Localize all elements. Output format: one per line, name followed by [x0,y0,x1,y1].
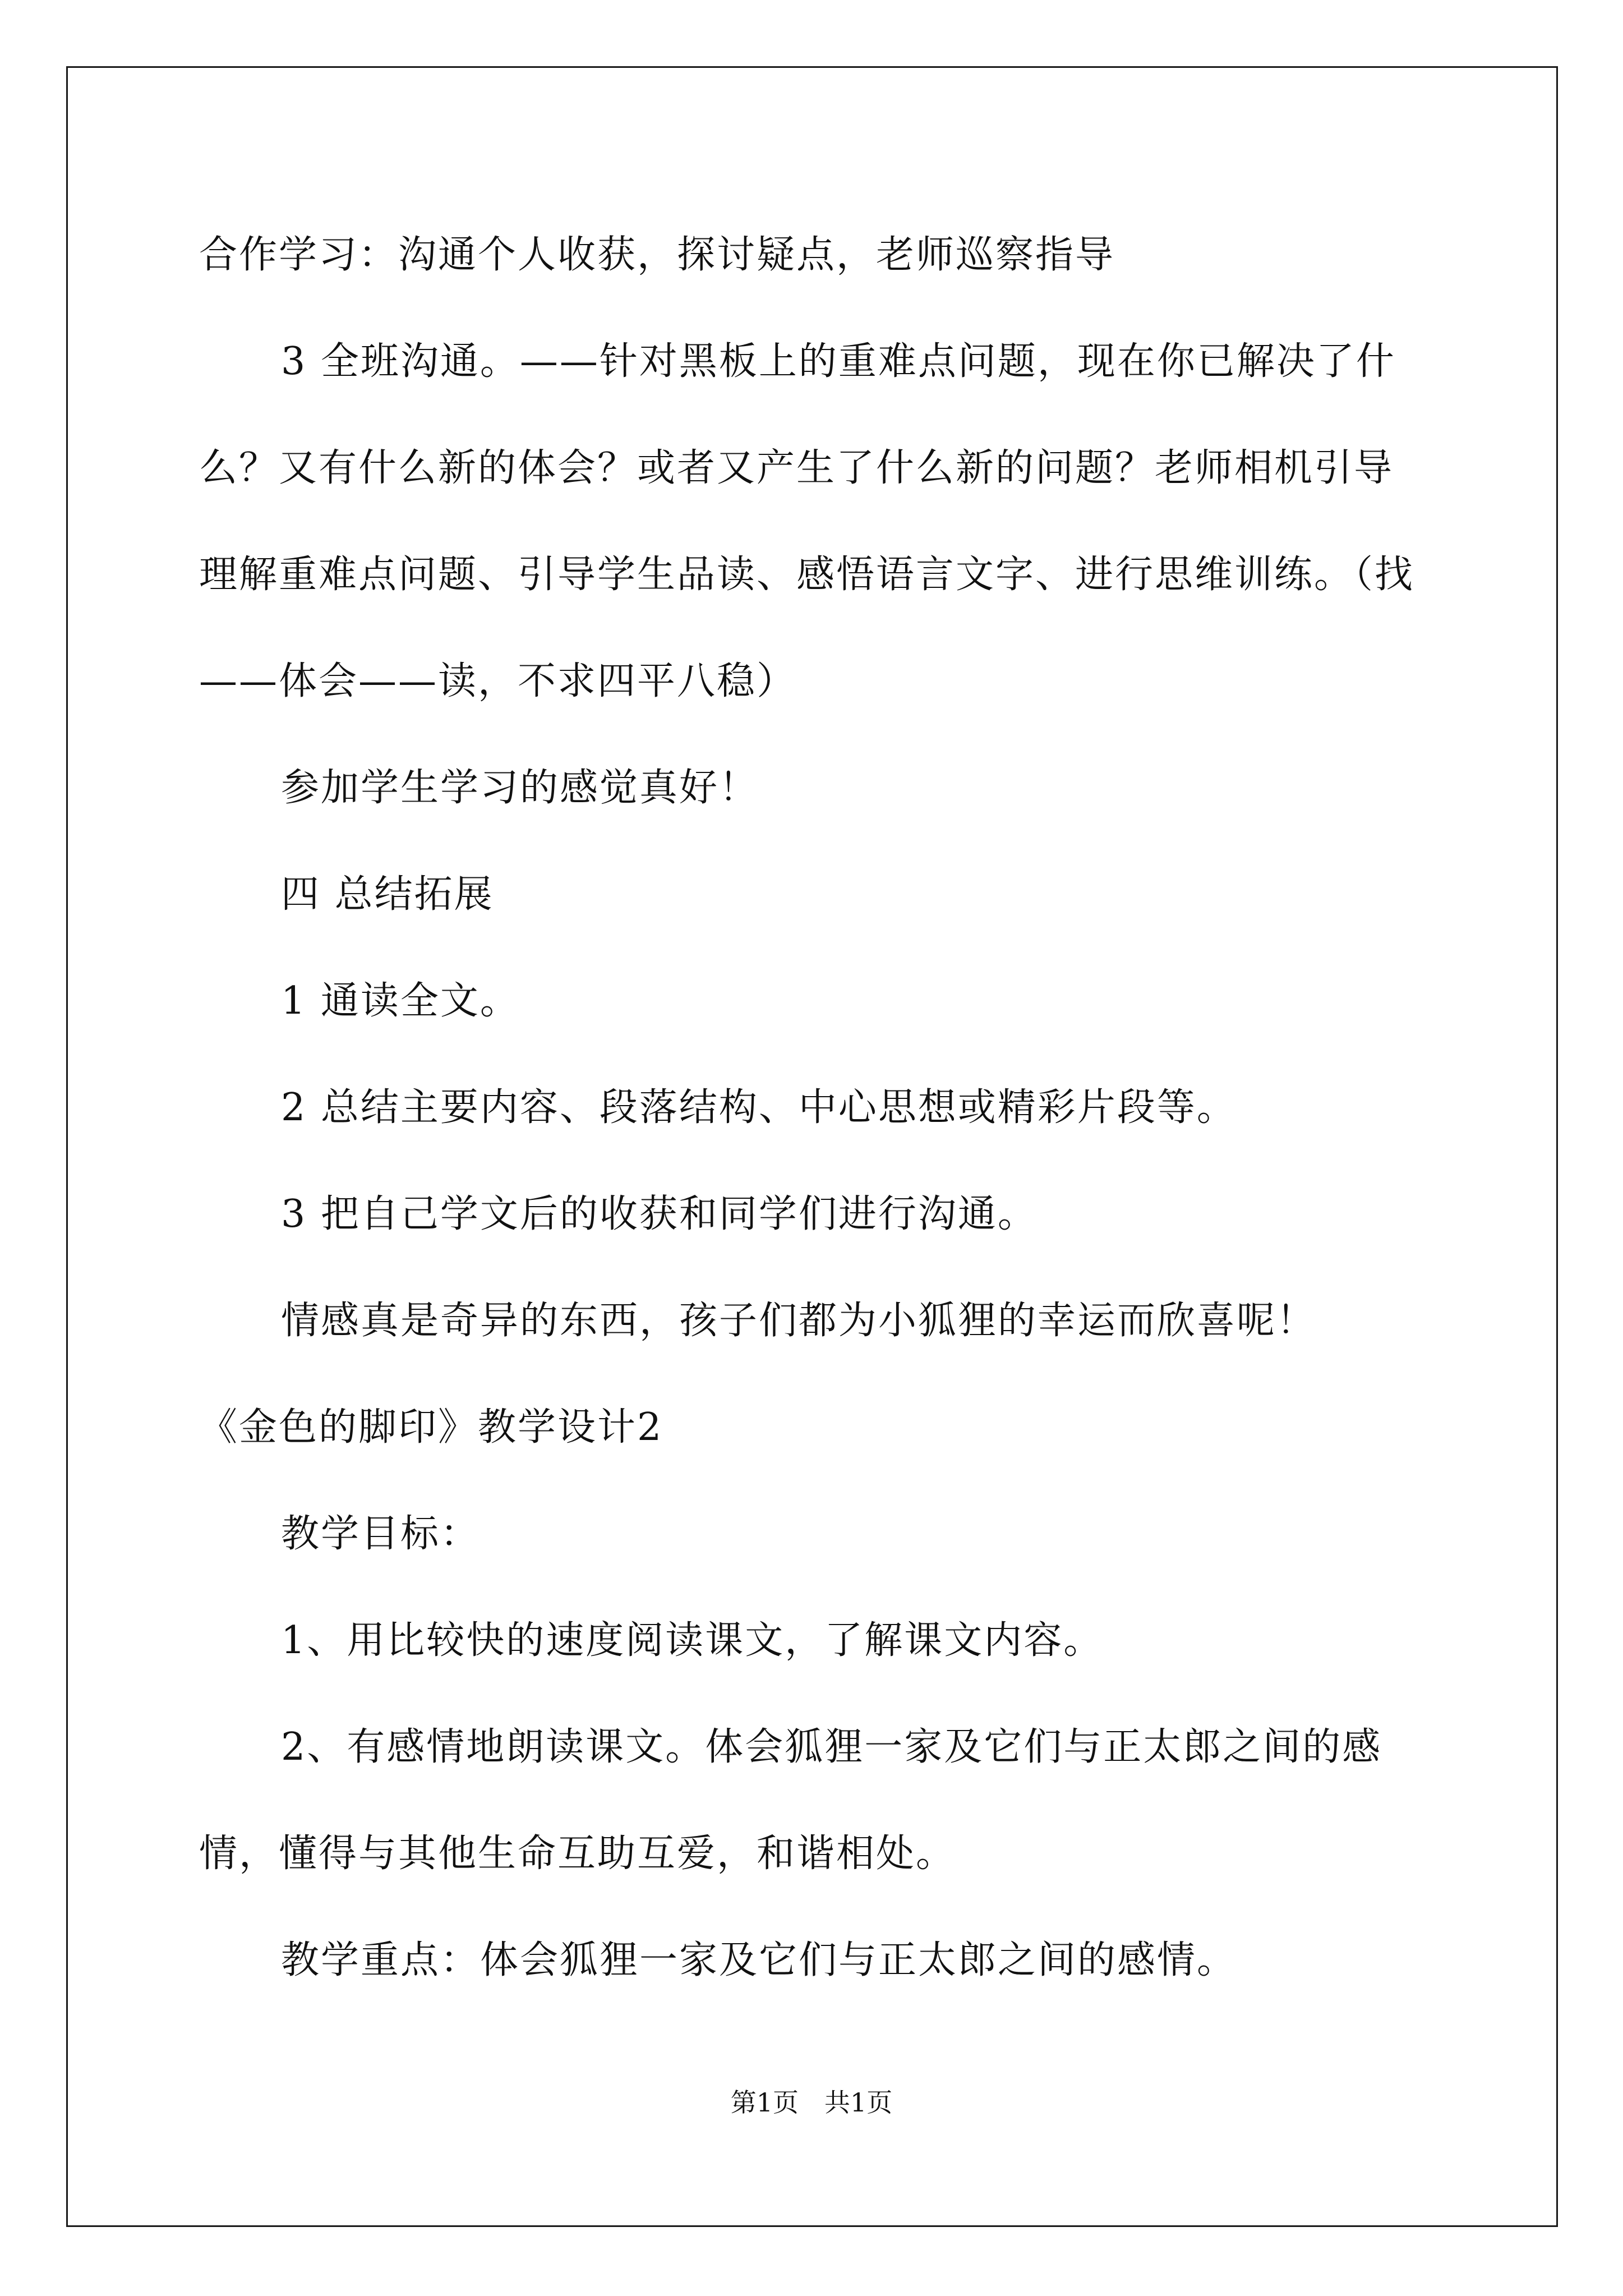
paragraph-feeling: 参加学生学习的感觉真好！ [281,766,759,810]
list-item-summarize: 2 总结主要内容、段落结构、中心思想或精彩片段等。 [281,1085,1237,1130]
section-heading-objectives: 教学目标： [281,1512,481,1556]
list-item-share: 3 把自己学文后的收获和同学们进行沟通。 [281,1192,1038,1236]
list-item-read-full-text: 1 通读全文。 [281,979,520,1023]
teaching-focus: 教学重点：体会狐狸一家及它们与正太郎之间的感情。 [281,1938,1237,1982]
section-heading-summary: 四 总结拓展 [281,872,494,917]
paragraph-cooperative-learning: 合作学习：沟通个人收获，探讨疑点，老师巡察指导 [199,233,1115,277]
paragraph-class-communication: 3 全班沟通。——针对黑板上的重难点问题，现在你已解决了什么？又有什么新的体会？或者又产生了什么新的问题？老师相机引导理解重难点问题、引导学生品读、感悟语言文字、进行思维训练。（找——体会——读，不求四平八稳） [199,339,1415,703]
document-title-design-2: 《金色的脚印》教学设计2 [199,1405,663,1450]
paragraph-emotion: 情感真是奇异的东西，孩子们都为小狐狸的幸运而欣喜呢！ [281,1299,1317,1343]
objective-item-1: 1、用比较快的速度阅读课文，了解课文内容。 [281,1618,1104,1663]
document-body [199,202,1433,2014]
objective-item-2: 2、有感情地朗读课文。体会狐狸一家及它们与正太郎之间的感情，懂得与其他生命互助互爱，和谐相处。 [199,1725,1382,1876]
page-footer: 第1页 共1页 [730,2087,893,2118]
